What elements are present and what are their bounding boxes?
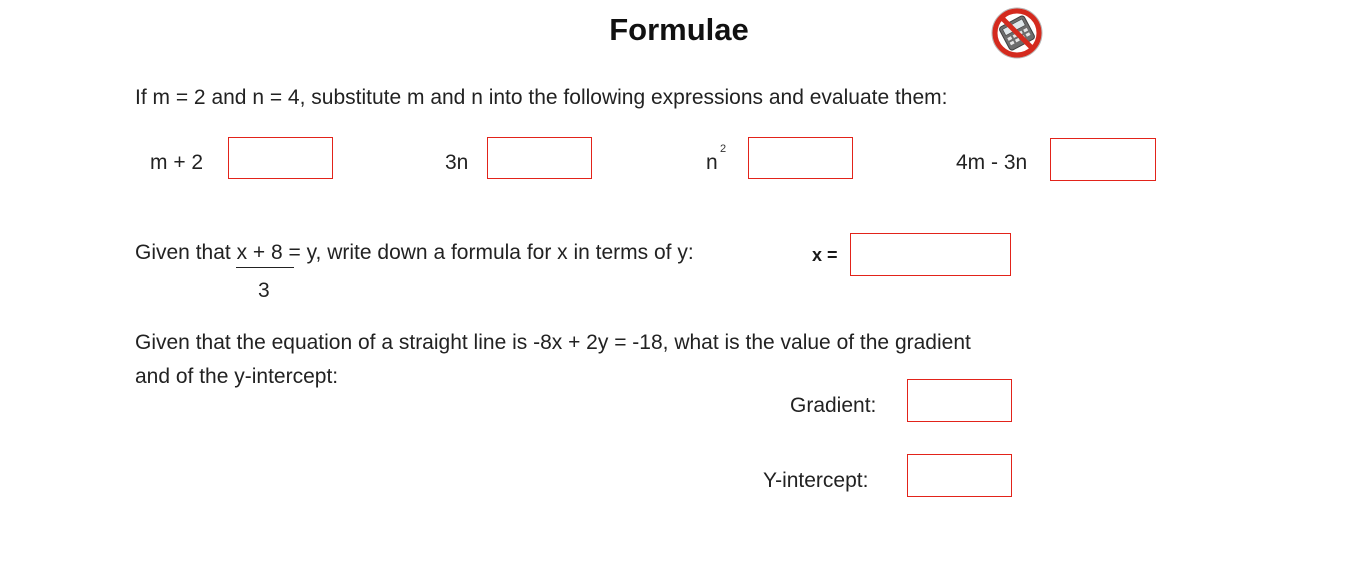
answer-box-4m-minus-3n[interactable] <box>1050 138 1156 181</box>
y-intercept-label: Y-intercept: <box>763 469 869 492</box>
straight-line-prompt-line1: Given that the equation of a straight line is -8x + 2y = -18, what is the value of the gradient <box>135 331 971 354</box>
answer-box-x-formula[interactable] <box>850 233 1011 276</box>
answer-box-n-squared[interactable] <box>748 137 853 179</box>
exponent-2: 2 <box>720 143 727 155</box>
answer-box-3n[interactable] <box>487 137 592 179</box>
answer-box-m-plus-2[interactable] <box>228 137 333 179</box>
x-equals-label: x = <box>812 245 838 265</box>
formula-prompt-tail: = y, write down a formula for x in terms of y: <box>282 241 694 264</box>
fraction-numerator: x + 8 <box>236 241 283 264</box>
expression-m-plus-2: m + 2 <box>150 151 204 174</box>
expression-n-squared: n <box>706 151 718 174</box>
answer-box-gradient[interactable] <box>907 379 1012 422</box>
expression-3n: 3n <box>445 151 469 174</box>
answer-box-y-intercept[interactable] <box>907 454 1012 497</box>
fraction-denominator: 3 <box>258 279 270 302</box>
gradient-label: Gradient: <box>790 394 877 417</box>
formula-prompt-lead: Given that <box>135 241 237 264</box>
substitution-prompt: If m = 2 and n = 4, substitute m and n into the following expressions and evaluate them: <box>135 86 948 109</box>
fraction-bar <box>236 267 294 268</box>
formula-prompt <box>135 241 694 265</box>
straight-line-prompt-line2: and of the y-intercept: <box>135 365 339 388</box>
page-title: Formulae <box>609 12 749 47</box>
no-calculator-icon <box>990 6 1044 60</box>
expression-4m-minus-3n: 4m - 3n <box>956 151 1028 174</box>
